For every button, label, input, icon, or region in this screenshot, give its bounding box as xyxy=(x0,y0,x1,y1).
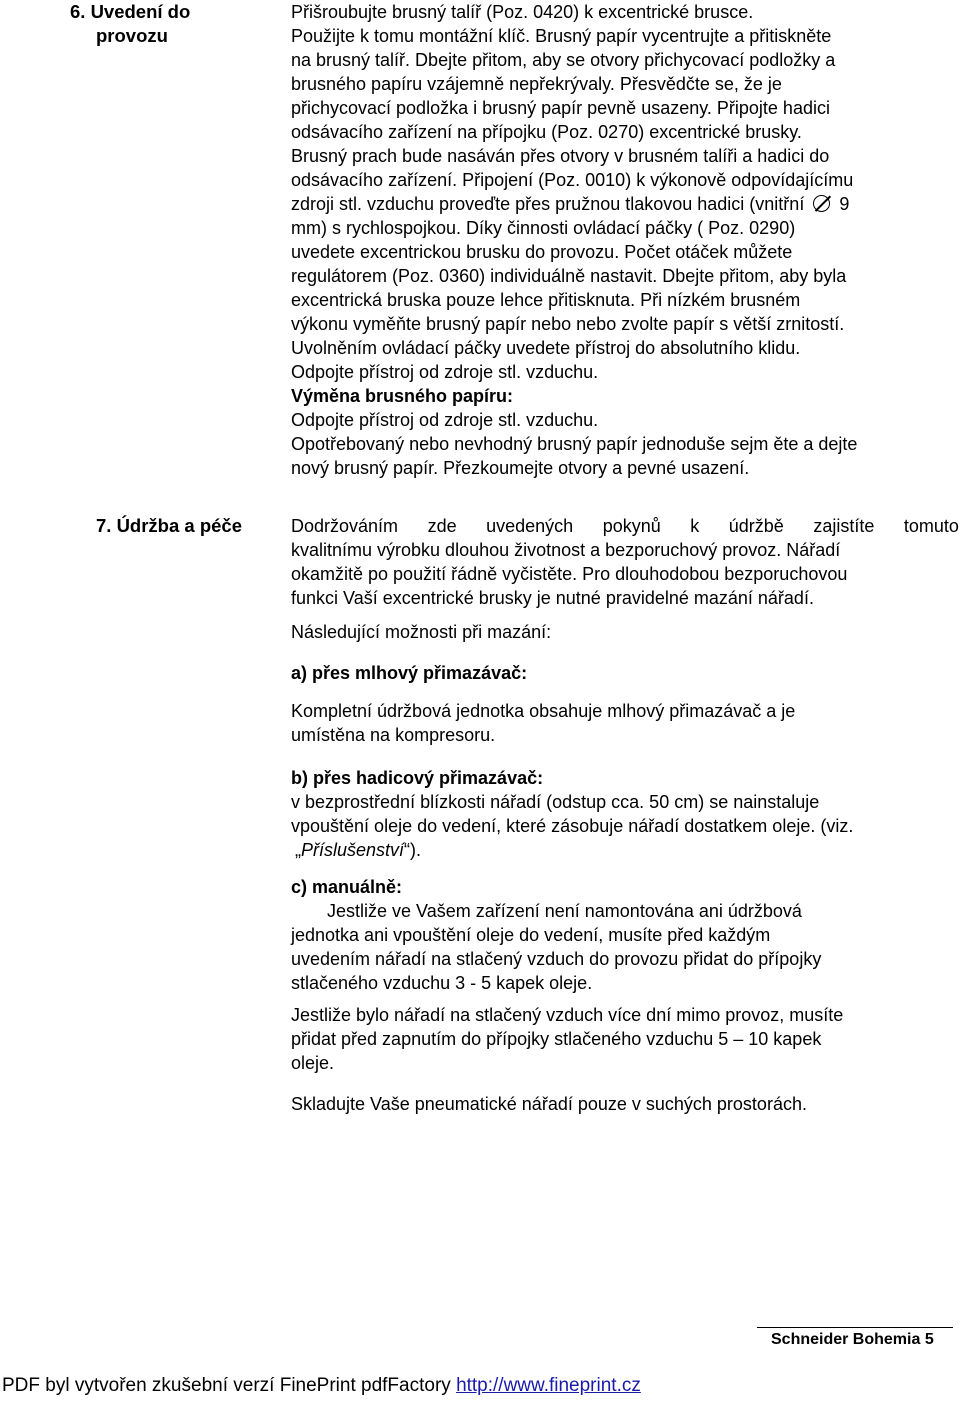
text-line: Brusný prach bude nasáván přes otvory v brusném talíři a hadici do xyxy=(291,146,830,166)
diameter-icon xyxy=(813,195,830,212)
section-7-heading-text: 7. Údržba a péče xyxy=(96,515,243,536)
text-line: oleje. xyxy=(291,1053,335,1073)
accessories-reference: Příslušenství xyxy=(301,840,405,860)
text-line: uvedením nářadí na stlačený vzduch do provozu přidat do přípojky xyxy=(291,949,822,969)
text-line: mm) s rychlospojkou. Díky činnosti ovládací páčky ( Poz. 0290) xyxy=(291,218,796,238)
section-7-heading xyxy=(96,514,242,538)
storage-note: Skladujte Vaše pneumatické nářadí pouze v suchých prostorách. xyxy=(291,1094,807,1114)
section-7-body xyxy=(291,514,959,1116)
text-line: odsávacího zařízení na přípojku (Poz. 0270) excentrické brusky. xyxy=(291,122,802,142)
section-6-heading xyxy=(70,0,190,48)
text-line: přidat před zapnutím do přípojky stlačeného vzduchu 5 – 10 kapek xyxy=(291,1029,822,1049)
quote-close: “). xyxy=(404,840,422,860)
text-line: Odpojte přístroj od zdroje stl. vzduchu. xyxy=(291,410,599,430)
text-line-with-diameter xyxy=(291,192,959,216)
text-line: vpouštění oleje do vedení, které zásobuje nářadí dostatkem oleje. (viz. xyxy=(291,816,854,836)
text-line: Použijte k tomu montážní klíč. Brusný papír vycentrujte a přitiskněte xyxy=(291,26,832,46)
text-line: Jestliže ve Vašem zařízení není namontována ani údržbová xyxy=(327,901,802,921)
word: údržbě xyxy=(728,516,784,536)
text-line: nový brusný papír. Přezkoumejte otvory a pevné usazení. xyxy=(291,458,750,478)
text-fragment: 9 xyxy=(839,194,850,214)
subheading-paper-replacement: Výměna brusného papíru: xyxy=(291,386,514,406)
word: pokynů xyxy=(602,516,661,536)
word: uvedených xyxy=(486,516,574,536)
text-line: uvedete excentrickou brusku do provozu. Počet otáček můžete xyxy=(291,242,793,262)
option-c-heading: c) manuálně: xyxy=(291,877,403,897)
option-b-heading: b) přes hadicový přimazávač: xyxy=(291,768,544,788)
quote-open: „ xyxy=(295,840,301,860)
text-line: Kompletní údržbová jednotka obsahuje mlhový přimazávač a je xyxy=(291,701,796,721)
word: tomuto xyxy=(903,516,959,536)
text-line: okamžitě po použití řádně vyčistěte. Pro dlouhodobou bezporuchovou xyxy=(291,564,848,584)
footer-divider xyxy=(757,1327,953,1328)
text-line xyxy=(291,514,959,538)
text-line: umístěna na kompresoru. xyxy=(291,725,496,745)
text-line: funkci Vaší excentrické brusky je nutné pravidelné mazání nářadí. xyxy=(291,588,814,608)
text-line: jednotka ani vpouštění oleje do vedení, musíte před každým xyxy=(291,925,771,945)
text-line: Uvolněním ovládací páčky uvedete přístroj do absolutního klidu. xyxy=(291,338,801,358)
word: zajistíte xyxy=(813,516,875,536)
text-line: výkonu vyměňte brusný papír nebo nebo zvolte papír s větší zrnitostí. xyxy=(291,314,845,334)
pdf-banner-text: PDF byl vytvořen zkušební verzí FinePrint pdfFactory xyxy=(2,1375,457,1396)
fineprint-link[interactable]: http://www.fineprint.cz xyxy=(456,1375,641,1396)
text-line: excentrická bruska pouze lehce přitisknuta. Při nízkém brusném xyxy=(291,290,801,310)
word: Dodržováním xyxy=(291,516,399,536)
text-line: stlačeného vzduchu 3 - 5 kapek oleje. xyxy=(291,973,593,993)
word: k xyxy=(690,516,700,536)
text-line: Přišroubujte brusný talíř (Poz. 0420) k excentrické brusce. xyxy=(291,2,754,22)
text-line: Jestliže bylo nářadí na stlačený vzduch více dní mimo provoz, musíte xyxy=(291,1005,844,1025)
section-6-heading-line-1: 6. Uvedení do xyxy=(70,1,191,22)
word: zde xyxy=(427,516,457,536)
text-line: odsávacího zařízení. Připojení (Poz. 0010) k výkonově odpovídajícímu xyxy=(291,170,854,190)
text-line xyxy=(291,838,959,862)
text-line: brusného papíru vzájemně nepřekrývaly. Přesvědčte se, že je xyxy=(291,74,782,94)
pdf-trial-banner xyxy=(2,1374,641,1398)
lubrication-options-intro: Následující možnosti při mazání: xyxy=(291,622,552,642)
section-6-heading-line-2: provozu xyxy=(96,25,168,46)
option-a-heading: a) přes mlhový přimazávač: xyxy=(291,663,528,683)
text-line: Opotřebovaný nebo nevhodný brusný papír jednoduše sejm ěte a dejte xyxy=(291,434,858,454)
footer-brand-page: Schneider Bohemia 5 xyxy=(771,1331,934,1348)
text-line: přichycovací podložka i brusný papír pevně usazeny. Připojte hadici xyxy=(291,98,830,118)
text-line: na brusný talíř. Dbejte přitom, aby se otvory přichycovací podložky a xyxy=(291,50,836,70)
text-line: kvalitnímu výrobku dlouhou životnost a bezporuchový provoz. Nářadí xyxy=(291,540,841,560)
section-6-body xyxy=(291,0,959,480)
text-fragment: zdroji stl. vzduchu proveďte přes pružnou tlakovou hadici (vnitřní xyxy=(291,194,805,214)
text-line: regulátorem (Poz. 0360) individuálně nastavit. Dbejte přitom, aby byla xyxy=(291,266,847,286)
text-line: v bezprostřední blízkosti nářadí (odstup cca. 50 cm) se nainstaluje xyxy=(291,792,820,812)
text-line: Odpojte přístroj od zdroje stl. vzduchu. xyxy=(291,362,599,382)
